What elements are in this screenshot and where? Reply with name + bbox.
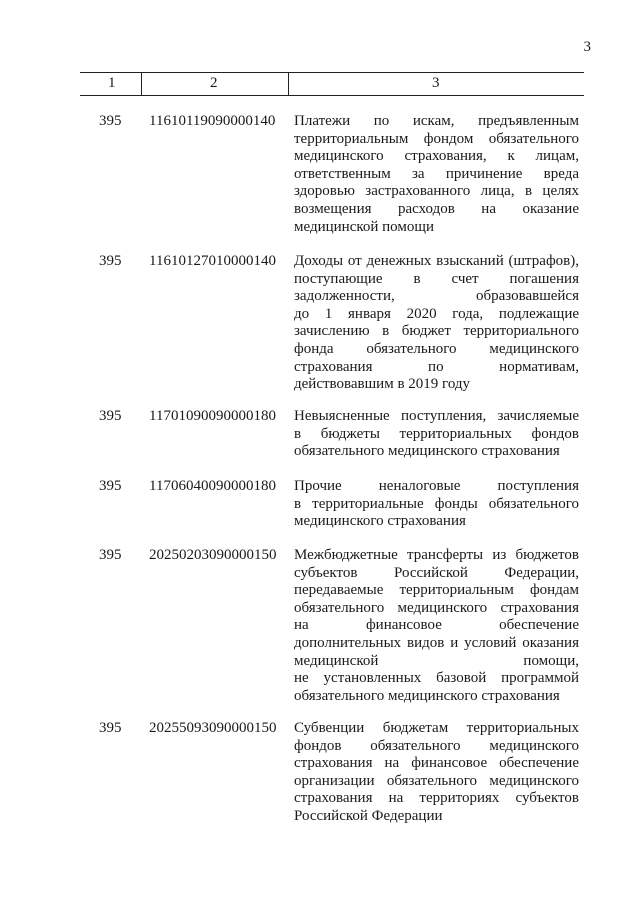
row-code: 395 — [99, 113, 122, 129]
description-line: страхования на финансовое обеспечение — [294, 755, 579, 772]
description-line: страхования на территориях субъектов — [294, 790, 579, 807]
description-line: не установленных базовой программой — [294, 670, 579, 687]
description-line: в бюджеты территориальных фондов — [294, 425, 579, 442]
description-line: дополнительных видов и условий оказания — [294, 634, 579, 651]
description-line: зачислению в бюджет территориального — [294, 323, 579, 340]
description-line: здоровью застрахованного лица, в целях — [294, 183, 579, 200]
row-description — [294, 478, 579, 531]
header-col-3: 3 — [432, 75, 440, 91]
row-kbk: 11706040090000180 — [149, 478, 276, 494]
header-col-1: 1 — [108, 75, 116, 91]
row-description — [294, 720, 579, 826]
description-line: субъектов Российской Федерации, — [294, 564, 579, 581]
row-code: 395 — [99, 547, 122, 563]
description-line: территориальным фондом обязательного — [294, 130, 579, 147]
description-line: обязательного медицинского страхования — [294, 599, 579, 616]
description-line: на финансовое обеспечение — [294, 617, 579, 634]
description-line: обязательного медицинского страхования — [294, 687, 560, 704]
description-line: медицинской помощи, — [294, 652, 579, 669]
description-line: Российской Федерации — [294, 807, 443, 824]
description-line: действовавшим в 2019 году — [294, 376, 471, 393]
description-line: задолженности, образовавшейся — [294, 288, 579, 305]
description-line: страхования по нормативам, — [294, 358, 579, 375]
description-line: Невыясненные поступления, зачисляемые — [294, 408, 579, 424]
description-line: Межбюджетные трансферты из бюджетов — [294, 547, 579, 563]
description-line: до 1 января 2020 года, подлежащие — [294, 305, 579, 322]
row-description — [294, 113, 579, 236]
description-line: медицинского страхования — [294, 513, 466, 530]
description-line: поступающие в счет погашения — [294, 270, 579, 287]
row-description — [294, 253, 579, 394]
description-line: организации обязательного медицинского — [294, 772, 579, 789]
row-kbk: 20250203090000150 — [149, 547, 277, 563]
description-line: в территориальные фонды обязательного — [294, 495, 579, 512]
description-line: Прочие неналоговые поступления — [294, 478, 579, 494]
description-line: Субвенции бюджетам территориальных — [294, 720, 579, 736]
description-line: медицинского страхования, к лицам, — [294, 148, 579, 165]
description-line: фондов обязательного медицинского — [294, 737, 579, 754]
row-code: 395 — [99, 478, 122, 494]
header-divider — [288, 73, 289, 95]
description-line: Доходы от денежных взысканий (штрафов), — [294, 253, 579, 269]
table-header — [80, 72, 584, 96]
description-line: передаваемые территориальным фондам — [294, 582, 579, 599]
header-col-2: 2 — [210, 75, 218, 91]
row-kbk: 11701090090000180 — [149, 408, 276, 424]
description-line: возмещения расходов на оказание — [294, 200, 579, 217]
row-code: 395 — [99, 720, 122, 736]
description-line: Платежи по искам, предъявленным — [294, 113, 579, 129]
page-number: 3 — [583, 39, 591, 55]
header-divider — [141, 73, 142, 95]
row-kbk: 11610119090000140 — [149, 113, 276, 129]
row-kbk: 20255093090000150 — [149, 720, 277, 736]
row-code: 395 — [99, 253, 122, 269]
description-line: обязательного медицинского страхования — [294, 443, 560, 460]
description-line: ответственным за причинение вреда — [294, 165, 579, 182]
row-description — [294, 408, 579, 461]
row-description — [294, 547, 579, 705]
description-line: фонда обязательного медицинского — [294, 340, 579, 357]
row-kbk: 11610127010000140 — [149, 253, 276, 269]
description-line: медицинской помощи — [294, 218, 434, 235]
row-code: 395 — [99, 408, 122, 424]
